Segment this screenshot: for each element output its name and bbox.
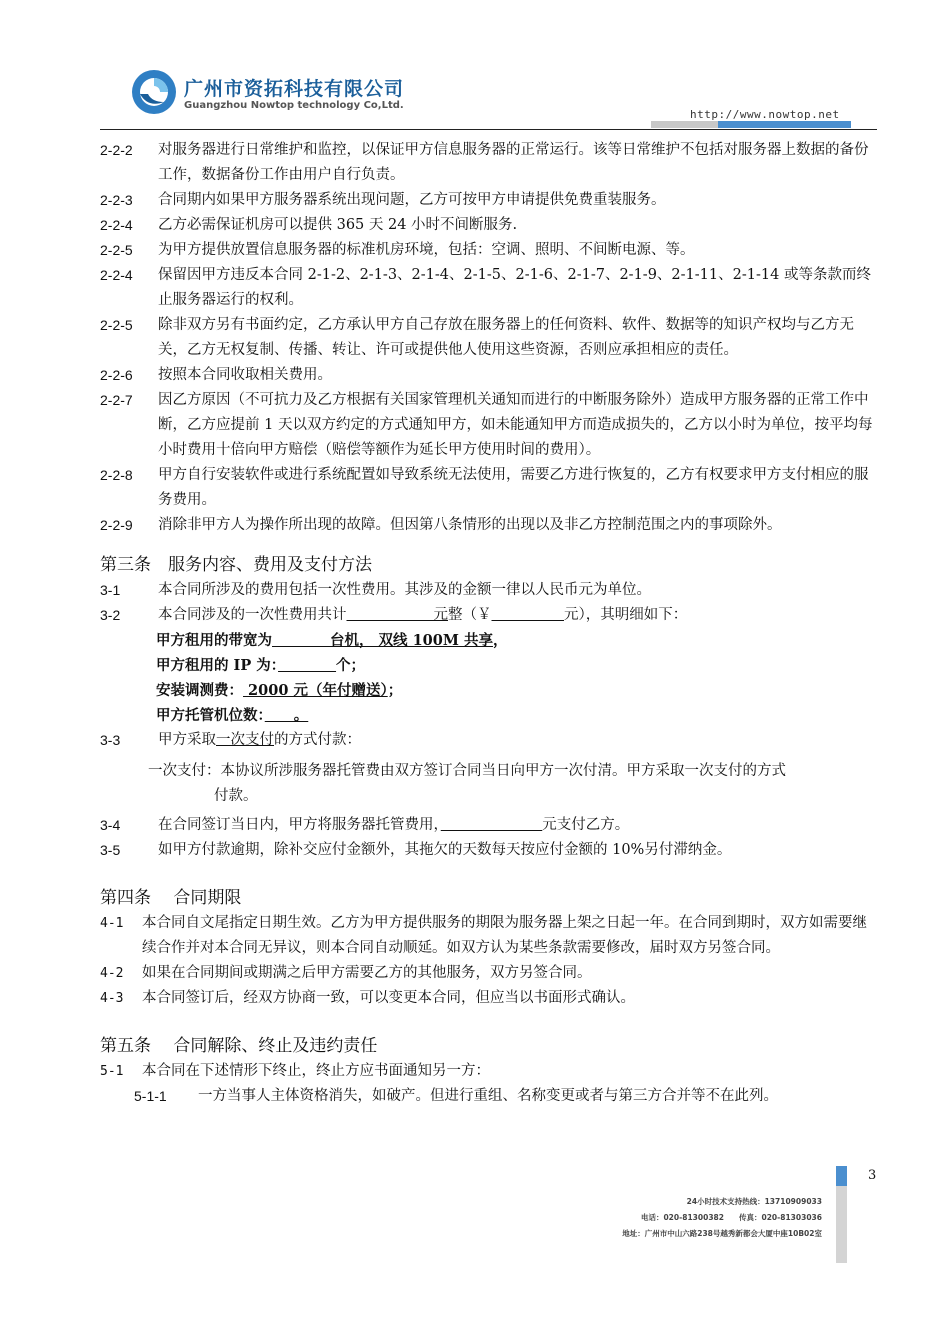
section-heading-3: 第三条 服务内容、费用及支付方法	[100, 555, 372, 575]
clause-text: 保留因甲方违反本合同 2-1-2、2-1-3、2-1-4、2-1-5、2-1-6、2-1-7、2-1-9、2-1-11、2-1-14 或等条款而终止服务器运行的权利。	[158, 267, 871, 308]
text-run: 整（￥	[448, 607, 492, 623]
text-run: 元），其明细如下：	[564, 607, 688, 623]
blank-hosting-fee	[441, 817, 543, 833]
sub-clause-item	[100, 1084, 878, 1109]
install-fee-value: 2000 元（年付赠送）	[243, 682, 388, 699]
footer-address: 地址：广州市中山六路238号越秀新都会大厦中座10B02室	[622, 1229, 822, 1238]
text-run: 甲方租用的 IP 为：	[156, 657, 279, 674]
clause-number: 3-1	[100, 582, 121, 598]
text-run: 甲方租用的带宽为	[156, 632, 272, 649]
text-run: ；	[387, 682, 403, 699]
clause-text: 本合同在下述情形下终止，终止方应书面通知另一方：	[142, 1063, 490, 1079]
clause-item	[100, 813, 878, 838]
section-heading-4: 第四条 合同期限	[100, 888, 242, 908]
text-run: 元	[433, 607, 448, 623]
clause-number: 5-1-1	[134, 1088, 167, 1104]
clause-number: 3-3	[100, 732, 121, 748]
clause-item	[100, 986, 878, 1011]
clause-item	[100, 513, 878, 538]
header-bar-grey	[651, 121, 718, 128]
clause-list-2-2	[100, 138, 878, 538]
text-run	[272, 632, 330, 649]
clause-number: 2-2-7	[100, 392, 133, 408]
company-url[interactable]: http://www.nowtop.net	[690, 108, 840, 121]
clause-item	[100, 578, 878, 603]
clause-number: 2-2-5	[100, 317, 133, 333]
detail-rack-count	[100, 703, 878, 728]
clause-text: 如甲方付款逾期，除补交应付金额外，其拖欠的天数每天按应付金额的 10%另付滞纳金。	[158, 842, 732, 858]
detail-ip	[100, 653, 878, 678]
clause-number: 3-5	[100, 842, 121, 858]
clause-number: 2-2-2	[100, 142, 133, 158]
clause-item	[100, 1059, 878, 1084]
one-time-payment-note	[100, 759, 878, 809]
clause-number: 5-1	[100, 1064, 124, 1079]
clause-list-4	[100, 911, 878, 1011]
footer-bar-grey	[836, 1186, 847, 1263]
payment-method: 一次支付	[216, 732, 274, 748]
blank-ip	[278, 657, 336, 674]
text-run: 安装调测费：	[156, 682, 243, 699]
page-header	[0, 0, 950, 140]
text-run: 的方式付款：	[274, 732, 361, 748]
clause-item	[100, 313, 878, 363]
clause-text: 本合同签订后，经双方协商一致，可以变更本合同，但应当以书面形式确认。	[142, 990, 635, 1006]
blank-bandwidth	[272, 632, 493, 649]
clause-item	[100, 728, 878, 753]
clause-item	[100, 213, 878, 238]
company-name-cn: 广州市资拓科技有限公司	[184, 78, 405, 100]
note-line: 付款。	[214, 788, 258, 804]
clause-item	[100, 238, 878, 263]
note-line: 一次支付：本协议所涉服务器托管费由双方签订合同当日向甲方一次付清。甲方采取一次支付的方式	[148, 763, 786, 779]
clause-text: 合同期内如果甲方服务器系统出现问题，乙方可按甲方申请提供免费重装服务。	[158, 192, 666, 208]
clause-number: 2-2-6	[100, 367, 133, 383]
clause-text: 一方当事人主体资格消失，如破产。但进行重组、名称变更或者与第三方合并等不在此列。	[198, 1088, 778, 1104]
clause-number: 2-2-4	[100, 267, 133, 283]
footer-tel-fax: 电话：020-81300382 传真：020-81303036	[640, 1213, 822, 1222]
section-heading-5: 第五条 合同解除、终止及违约责任	[100, 1036, 378, 1056]
text-run: ，	[492, 632, 508, 649]
document-body	[100, 138, 878, 1109]
clause-number: 2-2-3	[100, 192, 133, 208]
clause-text	[158, 813, 878, 838]
text-run: 甲方托管机位数：	[156, 707, 265, 724]
header-bar-blue	[718, 121, 851, 128]
company-name-en: Guangzhou Nowtop technology Co,Ltd.	[184, 100, 404, 111]
clause-text: 如果在合同期间或期满之后甲方需要乙方的其他服务，双方另签合同。	[142, 965, 592, 981]
page-number: 3	[868, 1168, 877, 1183]
blank-amount	[492, 607, 565, 623]
clause-text	[158, 728, 878, 753]
text-run: 本合同涉及的一次性费用共计	[158, 607, 347, 623]
clause-text: 按照本合同收取相关费用。	[158, 367, 332, 383]
clause-text: 对服务器进行日常维护和监控，以保证甲方信息服务器的正常运行。该等日常维护不包括对服务器上数据的备份工作，数据备份工作由用户自行负责。	[158, 142, 869, 183]
clause-text: 本合同所涉及的费用包括一次性费用。其涉及的金额一律以人民币元为单位。	[158, 582, 651, 598]
text-run: 台机， 双线 100M 共享	[330, 632, 493, 649]
clause-number: 3-4	[100, 817, 121, 833]
clause-number: 2-2-9	[100, 517, 133, 533]
clause-text: 消除非甲方人为操作所出现的故障。但因第八条情形的出现以及非乙方控制范围之内的事项除外。	[158, 517, 782, 533]
clause-number: 4-3	[100, 991, 124, 1006]
clause-text: 为甲方提供放置信息服务器的标准机房环境，包括：空调、照明、不间断电源、等。	[158, 242, 695, 258]
clause-text	[158, 603, 878, 628]
clause-item	[100, 961, 878, 986]
text-run: 甲方采取	[158, 732, 216, 748]
clause-item	[100, 911, 878, 961]
clause-text: 本合同自文尾指定日期生效。乙方为甲方提供服务的期限为服务器上架之日起一年。在合同到期时，双方如需要继续合作并对本合同无异议，则本合同自动顺延。如双方认为某些条款需要修改，届时双方另签合同。	[142, 915, 867, 956]
clause-number: 2-2-8	[100, 467, 133, 483]
clause-text: 甲方自行安装软件或进行系统配置如导致系统无法使用，需要乙方进行恢复的，乙方有权要求甲方支付相应的服务费用。	[158, 467, 869, 508]
clause-number: 2-2-4	[100, 217, 133, 233]
clause-item	[100, 363, 878, 388]
blank-rack: 。	[264, 707, 309, 724]
text-run: 个；	[336, 657, 366, 674]
clause-number: 4-1	[100, 916, 124, 931]
clause-item	[100, 138, 878, 188]
clause-item	[100, 263, 878, 313]
clause-number: 2-2-5	[100, 242, 133, 258]
text-run: 在合同签订当日内，甲方将服务器托管费用，	[158, 817, 441, 833]
text-run: 元支付乙方。	[542, 817, 630, 833]
clause-text: 乙方必需保证机房可以提供 365 天 24 小时不间断服务.	[158, 217, 518, 233]
header-rule	[100, 129, 877, 130]
footer-hotline: 24小时技术支持热线：13710909033	[686, 1197, 822, 1206]
clause-item	[100, 838, 878, 863]
clause-item	[100, 188, 878, 213]
detail-install-fee	[100, 678, 878, 703]
company-logo-icon	[130, 68, 178, 116]
clause-number: 4-2	[100, 966, 124, 981]
clause-item	[100, 603, 878, 628]
clause-text: 因乙方原因（不可抗力及乙方根据有关国家管理机关通知而进行的中断服务除外）造成甲方服务器的正常工作中断，乙方应提前 1 天以双方约定的方式通知甲方，如未能通知甲方而造成损失的，乙方以小时为单位，按平均每小时费用十倍向甲方赔偿（赔偿等额作为延长甲方使用时间的费用）。	[158, 392, 873, 458]
clause-number: 3-2	[100, 607, 121, 623]
detail-bandwidth	[100, 628, 878, 653]
clause-item	[100, 388, 878, 463]
clause-text: 除非双方另有书面约定，乙方承认甲方自己存放在服务器上的任何资料、软件、数据等的知识产权均与乙方无关，乙方无权复制、传播、转让、许可或提供他人使用这些资源，否则应承担相应的责任。	[158, 317, 854, 358]
clause-item	[100, 463, 878, 513]
blank-total	[347, 607, 434, 623]
